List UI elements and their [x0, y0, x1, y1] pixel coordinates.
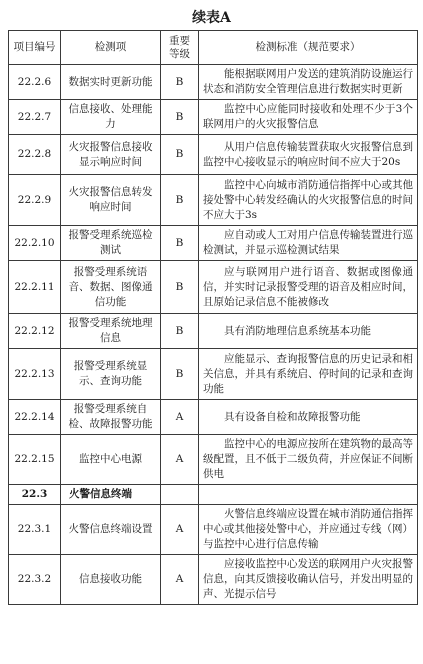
cell-importance-grade: A — [161, 435, 199, 485]
cell-inspection-standard: 应与联网用户进行语音、数据或图像通信，并实时记录报警受理的语音及相应时间，且原始记录信息不能被修改 — [199, 261, 418, 314]
cell-importance-grade: A — [161, 400, 199, 435]
table-row — [9, 555, 418, 605]
cell-item-number: 22.2.10 — [9, 226, 61, 261]
cell-inspection-standard: 应能显示、查询报警信息的历史记录和相关信息，并具有系统启、停时间的记录和查询功能 — [199, 349, 418, 400]
table-title: 续表A — [192, 10, 231, 26]
cell-inspection-standard: 具有消防地理信息系统基本功能 — [199, 314, 418, 349]
inspection-spec-table — [8, 30, 418, 605]
cell-item-number: 22.2.9 — [9, 175, 61, 226]
cell-inspection-item: 数据实时更新功能 — [61, 65, 161, 100]
table-row — [9, 349, 418, 400]
cell-importance-grade: B — [161, 261, 199, 314]
cell-inspection-item: 报警受理系统自检、故障报警功能 — [61, 400, 161, 435]
cell-importance-grade: B — [161, 349, 199, 400]
cell-inspection-item: 监控中心电源 — [61, 435, 161, 485]
cell-inspection-standard: 应自动或人工对用户信息传输装置进行巡检测试，并显示巡检测试结果 — [199, 226, 418, 261]
cell-importance-grade: B — [161, 100, 199, 135]
cell-importance-grade: A — [161, 505, 199, 555]
cell-inspection-standard: 应接收监控中心发送的联网用户火灾报警信息，向其反馈接收确认信号，并发出明显的声、光提示信号 — [199, 555, 418, 605]
cell-inspection-standard: 监控中心向城市消防通信指挥中心或其他接处警中心转发经确认的火灾报警信息的时间不应大于3s — [199, 175, 418, 226]
cell-importance-grade — [161, 485, 199, 505]
cell-item-number: 22.3 — [9, 485, 61, 505]
cell-inspection-item: 火警信息终端设置 — [61, 505, 161, 555]
cell-item-number: 22.2.11 — [9, 261, 61, 314]
cell-item-number: 22.2.15 — [9, 435, 61, 485]
cell-inspection-item: 报警受理系统巡检测试 — [61, 226, 161, 261]
cell-inspection-item: 火警信息终端 — [61, 485, 161, 505]
table-row — [9, 65, 418, 100]
cell-item-number: 22.3.1 — [9, 505, 61, 555]
cell-inspection-item: 火灾报警信息转发响应时间 — [61, 175, 161, 226]
cell-item-number: 22.2.6 — [9, 65, 61, 100]
header-importance-grade: 重要等级 — [161, 31, 199, 65]
header-item-number: 项目编号 — [9, 31, 61, 65]
cell-importance-grade: B — [161, 226, 199, 261]
cell-importance-grade: A — [161, 555, 199, 605]
table-row — [9, 261, 418, 314]
table-row — [9, 435, 418, 485]
cell-inspection-standard: 监控中心的电源应按所在建筑物的最高等级配置，且不低于二级负荷，并应保证不间断供电 — [199, 435, 418, 485]
table-row — [9, 135, 418, 175]
cell-importance-grade: B — [161, 314, 199, 349]
cell-importance-grade: B — [161, 175, 199, 226]
cell-importance-grade: B — [161, 65, 199, 100]
cell-inspection-item: 报警受理系统地理信息 — [61, 314, 161, 349]
table-row — [9, 100, 418, 135]
header-inspection-item: 检测项 — [61, 31, 161, 65]
cell-inspection-standard: 从用户信息传输装置获取火灾报警信息到监控中心接收显示的响应时间不应大于20s — [199, 135, 418, 175]
cell-inspection-item: 信息接收、处理能力 — [61, 100, 161, 135]
table-row — [9, 400, 418, 435]
cell-item-number: 22.2.7 — [9, 100, 61, 135]
cell-inspection-item: 报警受理系统显示、查询功能 — [61, 349, 161, 400]
table-row — [9, 226, 418, 261]
cell-inspection-item: 报警受理系统语音、数据、图像通信功能 — [61, 261, 161, 314]
cell-item-number: 22.2.13 — [9, 349, 61, 400]
cell-inspection-standard — [199, 485, 418, 505]
cell-inspection-standard: 火警信息终端应设置在城市消防通信指挥中心或其他接处警中心，并应通过专线（网）与监控中心进行信息传输 — [199, 505, 418, 555]
table-row — [9, 505, 418, 555]
table-row — [9, 175, 418, 226]
cell-item-number: 22.2.14 — [9, 400, 61, 435]
header-inspection-standard: 检测标准（规范要求） — [199, 31, 418, 65]
table-header-row — [9, 31, 418, 65]
cell-importance-grade: B — [161, 135, 199, 175]
section-row — [9, 485, 418, 505]
cell-inspection-standard: 监控中心应能同时接收和处理不少于3个联网用户的火灾报警信息 — [199, 100, 418, 135]
cell-item-number: 22.3.2 — [9, 555, 61, 605]
cell-inspection-standard: 具有设备自检和故障报警功能 — [199, 400, 418, 435]
cell-inspection-item: 信息接收功能 — [61, 555, 161, 605]
table-row — [9, 314, 418, 349]
cell-item-number: 22.2.8 — [9, 135, 61, 175]
cell-item-number: 22.2.12 — [9, 314, 61, 349]
cell-inspection-standard: 能根据联网用户发送的建筑消防设施运行状态和消防安全管理信息进行数据实时更新 — [199, 65, 418, 100]
cell-inspection-item: 火灾报警信息接收显示响应时间 — [61, 135, 161, 175]
